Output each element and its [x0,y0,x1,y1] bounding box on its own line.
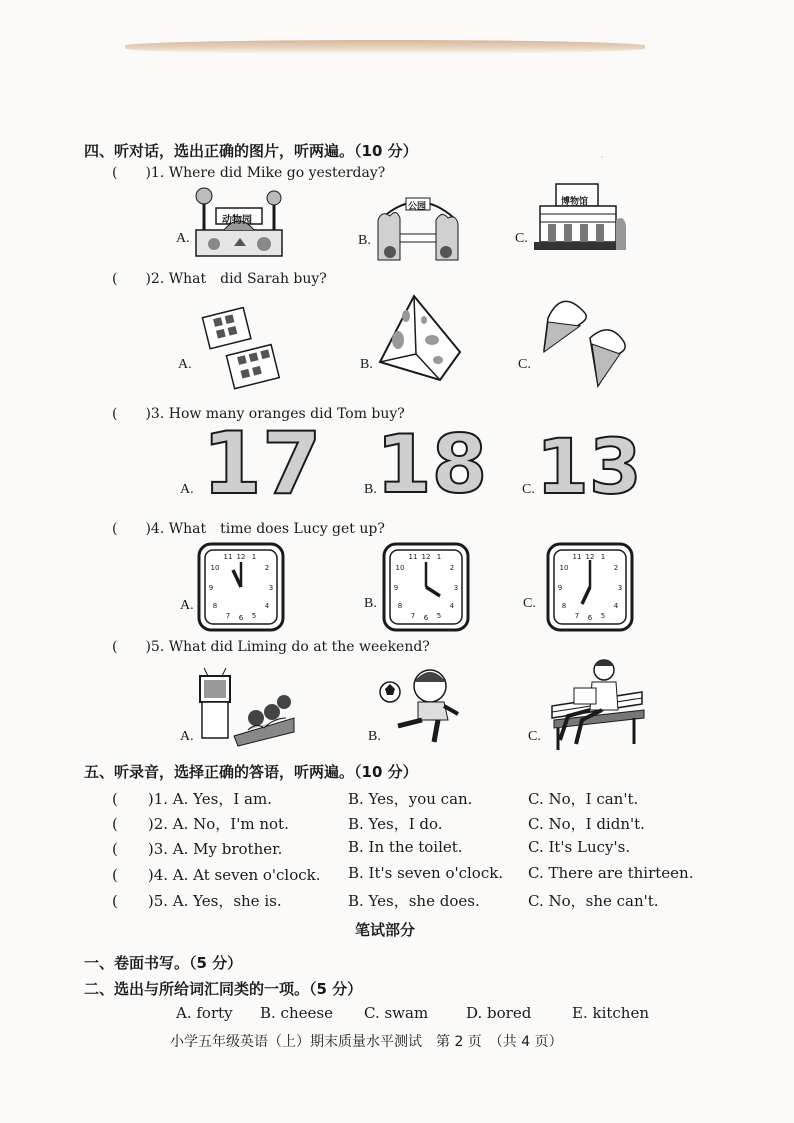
option-label-c: C. [518,357,531,372]
svg-text:10: 10 [395,564,405,572]
svg-text:6: 6 [238,614,244,622]
option-label-a: A. [180,598,194,613]
svg-text:3: 3 [453,584,459,592]
answer-row-1-a: ( )1. A. Yes，I am. [112,790,272,808]
page-footer: 小学五年级英语（上）期末质量水平测试 第 2 页 （共 4 页） [170,1034,563,1050]
ice-cream-cones-icon [540,288,630,388]
svg-text:1: 1 [251,553,257,561]
cheese-icon [376,292,464,384]
chocolate-boxes-icon [196,296,282,392]
museum-sign-text: 博物馆 [561,197,589,207]
svg-text:4: 4 [449,602,455,610]
number-13-text: 13 [536,422,642,511]
option-label-b: B. [368,729,381,744]
svg-text:4: 4 [264,602,270,610]
vocab-option-d: D. bored [466,1004,532,1022]
answer-row-3-a: ( )3. A. My brother. [112,840,283,858]
clock-7-icon [546,542,634,632]
option-label-a: A. [180,482,194,497]
question-3: ( )3. How many oranges did Tom buy? [112,406,405,422]
svg-text:3: 3 [617,584,623,592]
svg-text:12: 12 [236,553,246,561]
answer-row-5-c: C. No，she can't. [528,892,659,910]
svg-text:3: 3 [268,584,274,592]
clock-11-icon [197,542,285,632]
answer-row-1-b: B. Yes，you can. [348,790,473,808]
option-label-b: B. [364,596,377,611]
svg-text:7: 7 [574,612,580,620]
number-13-icon [534,422,642,512]
bleed-through-text: · [600,150,604,164]
museum-building-icon [534,180,626,258]
svg-text:11: 11 [572,553,582,561]
svg-text:6: 6 [587,614,593,622]
svg-text:10: 10 [210,564,220,572]
question-4: ( )4. What time does Lucy get up? [112,521,385,537]
reading-on-bench-icon [548,656,646,752]
number-18-icon [374,418,488,512]
option-label-a: A. [176,231,190,246]
svg-text:11: 11 [223,553,233,561]
zoo-sign-text: 动物园 [222,215,252,226]
vocab-option-b: B. cheese [260,1004,333,1022]
answer-row-3-c: C. It's Lucy's. [528,838,631,856]
watching-tv-icon [198,668,298,748]
answer-row-2-c: C. No，I didn't. [528,815,645,833]
svg-text:8: 8 [561,602,567,610]
written-part1: 一、卷面书写。（5 分） [84,954,243,972]
section5-title: 五、听录音，选择正确的答语，听两遍。（10 分） [84,763,418,781]
option-label-c: C. [515,231,528,246]
answer-row-4-b: B. It's seven o'clock. [348,864,504,882]
answer-row-4-a: ( )4. A. At seven o'clock. [112,866,321,884]
option-label-b: B. [364,482,377,497]
vocab-option-c: C. swam [364,1004,429,1022]
answer-row-1-c: C. No，I can't. [528,790,639,808]
svg-text:8: 8 [212,602,218,610]
option-label-a: A. [180,729,194,744]
option-label-b: B. [360,357,373,372]
svg-text:7: 7 [410,612,416,620]
svg-text:9: 9 [208,584,214,592]
svg-text:12: 12 [585,553,595,561]
svg-text:2: 2 [613,564,619,572]
answer-row-3-b: B. In the toilet. [348,838,463,856]
answer-row-5-a: ( )5. A. Yes，she is. [112,892,282,910]
svg-text:4: 4 [613,602,619,610]
written-part-title: 笔试部分 [355,921,416,939]
question-2: ( )2. What did Sarah buy? [112,271,327,287]
svg-text:10: 10 [559,564,569,572]
vocab-option-e: E. kitchen [572,1004,649,1022]
svg-text:12: 12 [421,553,431,561]
clock-4-icon [382,542,470,632]
playing-football-icon [378,664,464,744]
number-17-text: 17 [202,414,322,514]
answer-row-2-a: ( )2. A. No，I'm not. [112,815,289,833]
svg-text:1: 1 [600,553,606,561]
svg-text:5: 5 [600,612,606,620]
svg-text:2: 2 [264,564,270,572]
vocab-option-a: A. forty [176,1004,233,1022]
written-part2: 二、选出与所给词汇同类的一项。（5 分） [84,980,363,998]
answer-row-2-b: B. Yes，I do. [348,815,443,833]
answer-row-5-b: B. Yes，she does. [348,892,480,910]
svg-text:1: 1 [436,553,442,561]
number-18-text: 18 [376,418,488,511]
svg-text:8: 8 [397,602,403,610]
answer-row-4-c: C. There are thirteen. [528,864,694,882]
svg-text:7: 7 [225,612,231,620]
option-label-c: C. [528,729,541,744]
svg-text:11: 11 [408,553,418,561]
svg-text:6: 6 [423,614,429,622]
svg-text:9: 9 [557,584,563,592]
svg-text:9: 9 [393,584,399,592]
option-label-c: C. [522,482,535,497]
section4-title: 四、听对话，选出正确的图片，听两遍。（10 分） [84,142,418,160]
page-top-shadow [125,40,645,54]
option-label-c: C. [523,596,536,611]
number-17-icon [198,414,322,514]
svg-text:5: 5 [436,612,442,620]
option-label-a: A. [178,357,192,372]
svg-text:2: 2 [449,564,455,572]
question-5: ( )5. What did Liming do at the weekend? [112,639,430,655]
park-sign-text: 公园 [408,202,427,212]
option-label-b: B. [358,233,371,248]
question-1: ( )1. Where did Mike go yesterday? [112,165,386,181]
svg-text:5: 5 [251,612,257,620]
